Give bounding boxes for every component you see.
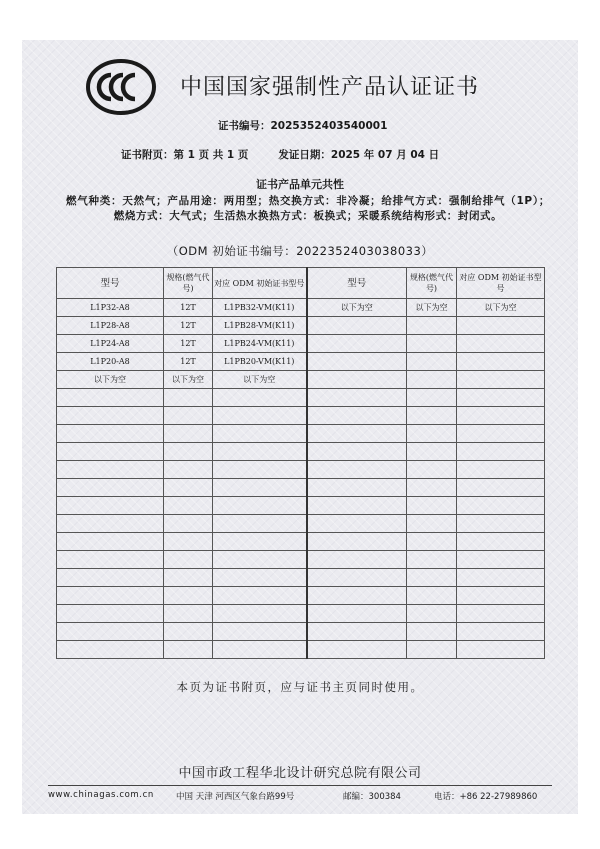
table-cell	[164, 425, 213, 443]
table-cell	[457, 479, 545, 497]
table-cell: 12T	[164, 335, 213, 353]
table-cell	[57, 389, 164, 407]
header-model: 型号	[57, 268, 164, 299]
table-row	[57, 623, 545, 641]
table-row	[57, 425, 545, 443]
table-cell: 12T	[164, 353, 213, 371]
certificate-number-line	[218, 118, 387, 133]
table-cell	[457, 317, 545, 335]
table-cell	[57, 623, 164, 641]
table-cell	[57, 587, 164, 605]
table-cell	[164, 479, 213, 497]
table-row	[57, 407, 545, 425]
product-common-description: 燃气种类：天然气；产品用途：两用型；热交换方式：非冷凝；给排气方式：强制给排气（1P）；燃烧方式：大气式；生活热水换热方式：板换式；采暖系统结构形式：封闭式。	[66, 195, 550, 222]
table-cell	[57, 515, 164, 533]
model-table	[56, 267, 545, 659]
table-cell	[164, 551, 213, 569]
table-cell	[213, 587, 307, 605]
table-cell	[407, 623, 457, 641]
table-cell	[164, 407, 213, 425]
table-cell	[213, 461, 307, 479]
table-cell	[57, 533, 164, 551]
table-cell	[407, 371, 457, 389]
table-cell	[307, 641, 407, 659]
table-cell	[407, 389, 457, 407]
table-row	[57, 515, 545, 533]
table-cell	[307, 335, 407, 353]
table-row	[57, 479, 545, 497]
table-row	[57, 299, 545, 317]
table-cell	[57, 461, 164, 479]
table-cell	[57, 407, 164, 425]
table-cell	[457, 515, 545, 533]
table-row	[57, 389, 545, 407]
issuer-name: 中国市政工程华北设计研究总院有限公司	[178, 766, 422, 781]
table-cell	[307, 389, 407, 407]
table-cell	[407, 533, 457, 551]
header-model: 型号	[307, 268, 407, 299]
table-cell: 以下为空	[457, 299, 545, 317]
table-cell	[457, 551, 545, 569]
table-cell	[57, 479, 164, 497]
table-cell	[307, 533, 407, 551]
table-row	[57, 443, 545, 461]
table-cell	[307, 569, 407, 587]
table-cell	[307, 443, 407, 461]
table-cell: L1PB32-VM(K11)	[213, 299, 307, 317]
table-cell	[307, 461, 407, 479]
table-cell	[213, 569, 307, 587]
table-cell: L1P24-A8	[57, 335, 164, 353]
table-cell	[164, 389, 213, 407]
table-cell	[457, 587, 545, 605]
table-cell	[407, 407, 457, 425]
footer-website: www.chinagas.com.cn	[48, 790, 154, 800]
table-cell	[57, 605, 164, 623]
table-cell: 以下为空	[213, 371, 307, 389]
table-header-row	[57, 268, 545, 299]
footer-postcode: 邮编：300384	[343, 792, 401, 802]
table-cell	[457, 641, 545, 659]
table-cell	[457, 389, 545, 407]
table-cell	[457, 407, 545, 425]
table-cell: L1P32-A8	[57, 299, 164, 317]
table-row	[57, 551, 545, 569]
table-cell	[164, 623, 213, 641]
table-row	[57, 569, 545, 587]
table-cell	[57, 551, 164, 569]
table-cell	[407, 479, 457, 497]
table-cell	[407, 497, 457, 515]
table-cell	[213, 623, 307, 641]
section-title: 证书产品单元共性	[256, 178, 344, 191]
certificate-number-label: 证书编号：	[218, 120, 271, 132]
header-spec: 规格(燃气代号)	[407, 268, 457, 299]
odm-certificate-number: （ODM 初始证书编号：2022352403038033）	[166, 244, 434, 258]
table-row	[57, 353, 545, 371]
table-cell	[57, 641, 164, 659]
table-cell: L1P20-A8	[57, 353, 164, 371]
table-cell: 以下为空	[307, 299, 407, 317]
table-cell	[407, 641, 457, 659]
table-cell	[457, 623, 545, 641]
table-cell	[307, 515, 407, 533]
issue-date-label: 发证日期：	[278, 149, 331, 161]
table-cell	[407, 443, 457, 461]
table-cell: 以下为空	[164, 371, 213, 389]
table-cell	[213, 515, 307, 533]
certificate-title: 中国国家强制性产品认证证书	[180, 75, 480, 100]
table-cell	[213, 389, 307, 407]
usage-note: 本页为证书附页，应与证书主页同时使用。	[176, 680, 424, 694]
table-cell: L1PB28-VM(K11)	[213, 317, 307, 335]
table-cell	[307, 371, 407, 389]
table-cell: 以下为空	[407, 299, 457, 317]
table-cell	[164, 587, 213, 605]
table-cell	[407, 551, 457, 569]
table-cell	[164, 533, 213, 551]
attachment-pages: 第 1 页 共 1 页	[173, 149, 249, 161]
table-cell	[307, 407, 407, 425]
table-cell	[307, 479, 407, 497]
table-cell	[213, 425, 307, 443]
table-cell: L1P28-A8	[57, 317, 164, 335]
table-cell	[407, 317, 457, 335]
table-cell	[407, 569, 457, 587]
footer-divider	[48, 785, 552, 786]
table-cell	[407, 335, 457, 353]
table-cell	[457, 425, 545, 443]
table-cell	[57, 569, 164, 587]
table-cell	[213, 497, 307, 515]
table-cell	[213, 443, 307, 461]
table-row	[57, 497, 545, 515]
table-cell	[213, 551, 307, 569]
header-spec: 规格(燃气代号)	[164, 268, 213, 299]
table-row	[57, 533, 545, 551]
table-row	[57, 641, 545, 659]
table-cell	[457, 605, 545, 623]
header-odm-model: 对应 ODM 初始证书型号	[213, 268, 307, 299]
table-cell	[457, 371, 545, 389]
table-cell	[407, 587, 457, 605]
table-cell	[457, 569, 545, 587]
table-cell	[213, 407, 307, 425]
table-cell	[57, 497, 164, 515]
table-cell	[307, 605, 407, 623]
footer-address: 中国 天津 河西区气象台路99号	[176, 792, 295, 802]
table-cell: 12T	[164, 317, 213, 335]
certificate-number: 2025352403540001	[270, 120, 388, 132]
table-row	[57, 461, 545, 479]
attachment-line	[121, 147, 439, 162]
table-cell	[457, 497, 545, 515]
attachment-label: 证书附页：	[121, 149, 174, 161]
table-cell	[407, 461, 457, 479]
ccc-logo	[86, 59, 156, 115]
table-cell	[164, 461, 213, 479]
table-cell: L1PB20-VM(K11)	[213, 353, 307, 371]
table-cell	[213, 479, 307, 497]
table-cell	[407, 605, 457, 623]
table-cell	[307, 353, 407, 371]
table-cell	[407, 353, 457, 371]
table-cell	[457, 353, 545, 371]
table-row	[57, 371, 545, 389]
table-cell: 以下为空	[57, 371, 164, 389]
table-cell	[307, 551, 407, 569]
table-cell	[164, 641, 213, 659]
table-cell	[164, 443, 213, 461]
table-row	[57, 605, 545, 623]
table-cell	[457, 533, 545, 551]
table-cell	[213, 641, 307, 659]
table-cell	[164, 569, 213, 587]
footer-phone: 电话：+86 22-27989860	[434, 792, 538, 802]
table-cell: 12T	[164, 299, 213, 317]
table-cell	[457, 335, 545, 353]
table-cell	[407, 425, 457, 443]
table-row	[57, 317, 545, 335]
table-cell	[57, 443, 164, 461]
table-cell	[213, 533, 307, 551]
table-cell	[307, 587, 407, 605]
table-cell	[213, 605, 307, 623]
table-cell	[57, 425, 164, 443]
table-cell	[457, 461, 545, 479]
table-row	[57, 587, 545, 605]
table-cell	[164, 497, 213, 515]
table-cell	[457, 443, 545, 461]
table-cell	[307, 425, 407, 443]
table-cell	[164, 605, 213, 623]
issue-date: 2025 年 07 月 04 日	[330, 149, 440, 161]
table-cell	[307, 317, 407, 335]
table-cell	[407, 515, 457, 533]
table-cell	[307, 497, 407, 515]
table-cell: L1PB24-VM(K11)	[213, 335, 307, 353]
table-cell	[164, 515, 213, 533]
table-row	[57, 335, 545, 353]
header-odm-model: 对应 ODM 初始证书型号	[457, 268, 545, 299]
table-cell	[307, 623, 407, 641]
